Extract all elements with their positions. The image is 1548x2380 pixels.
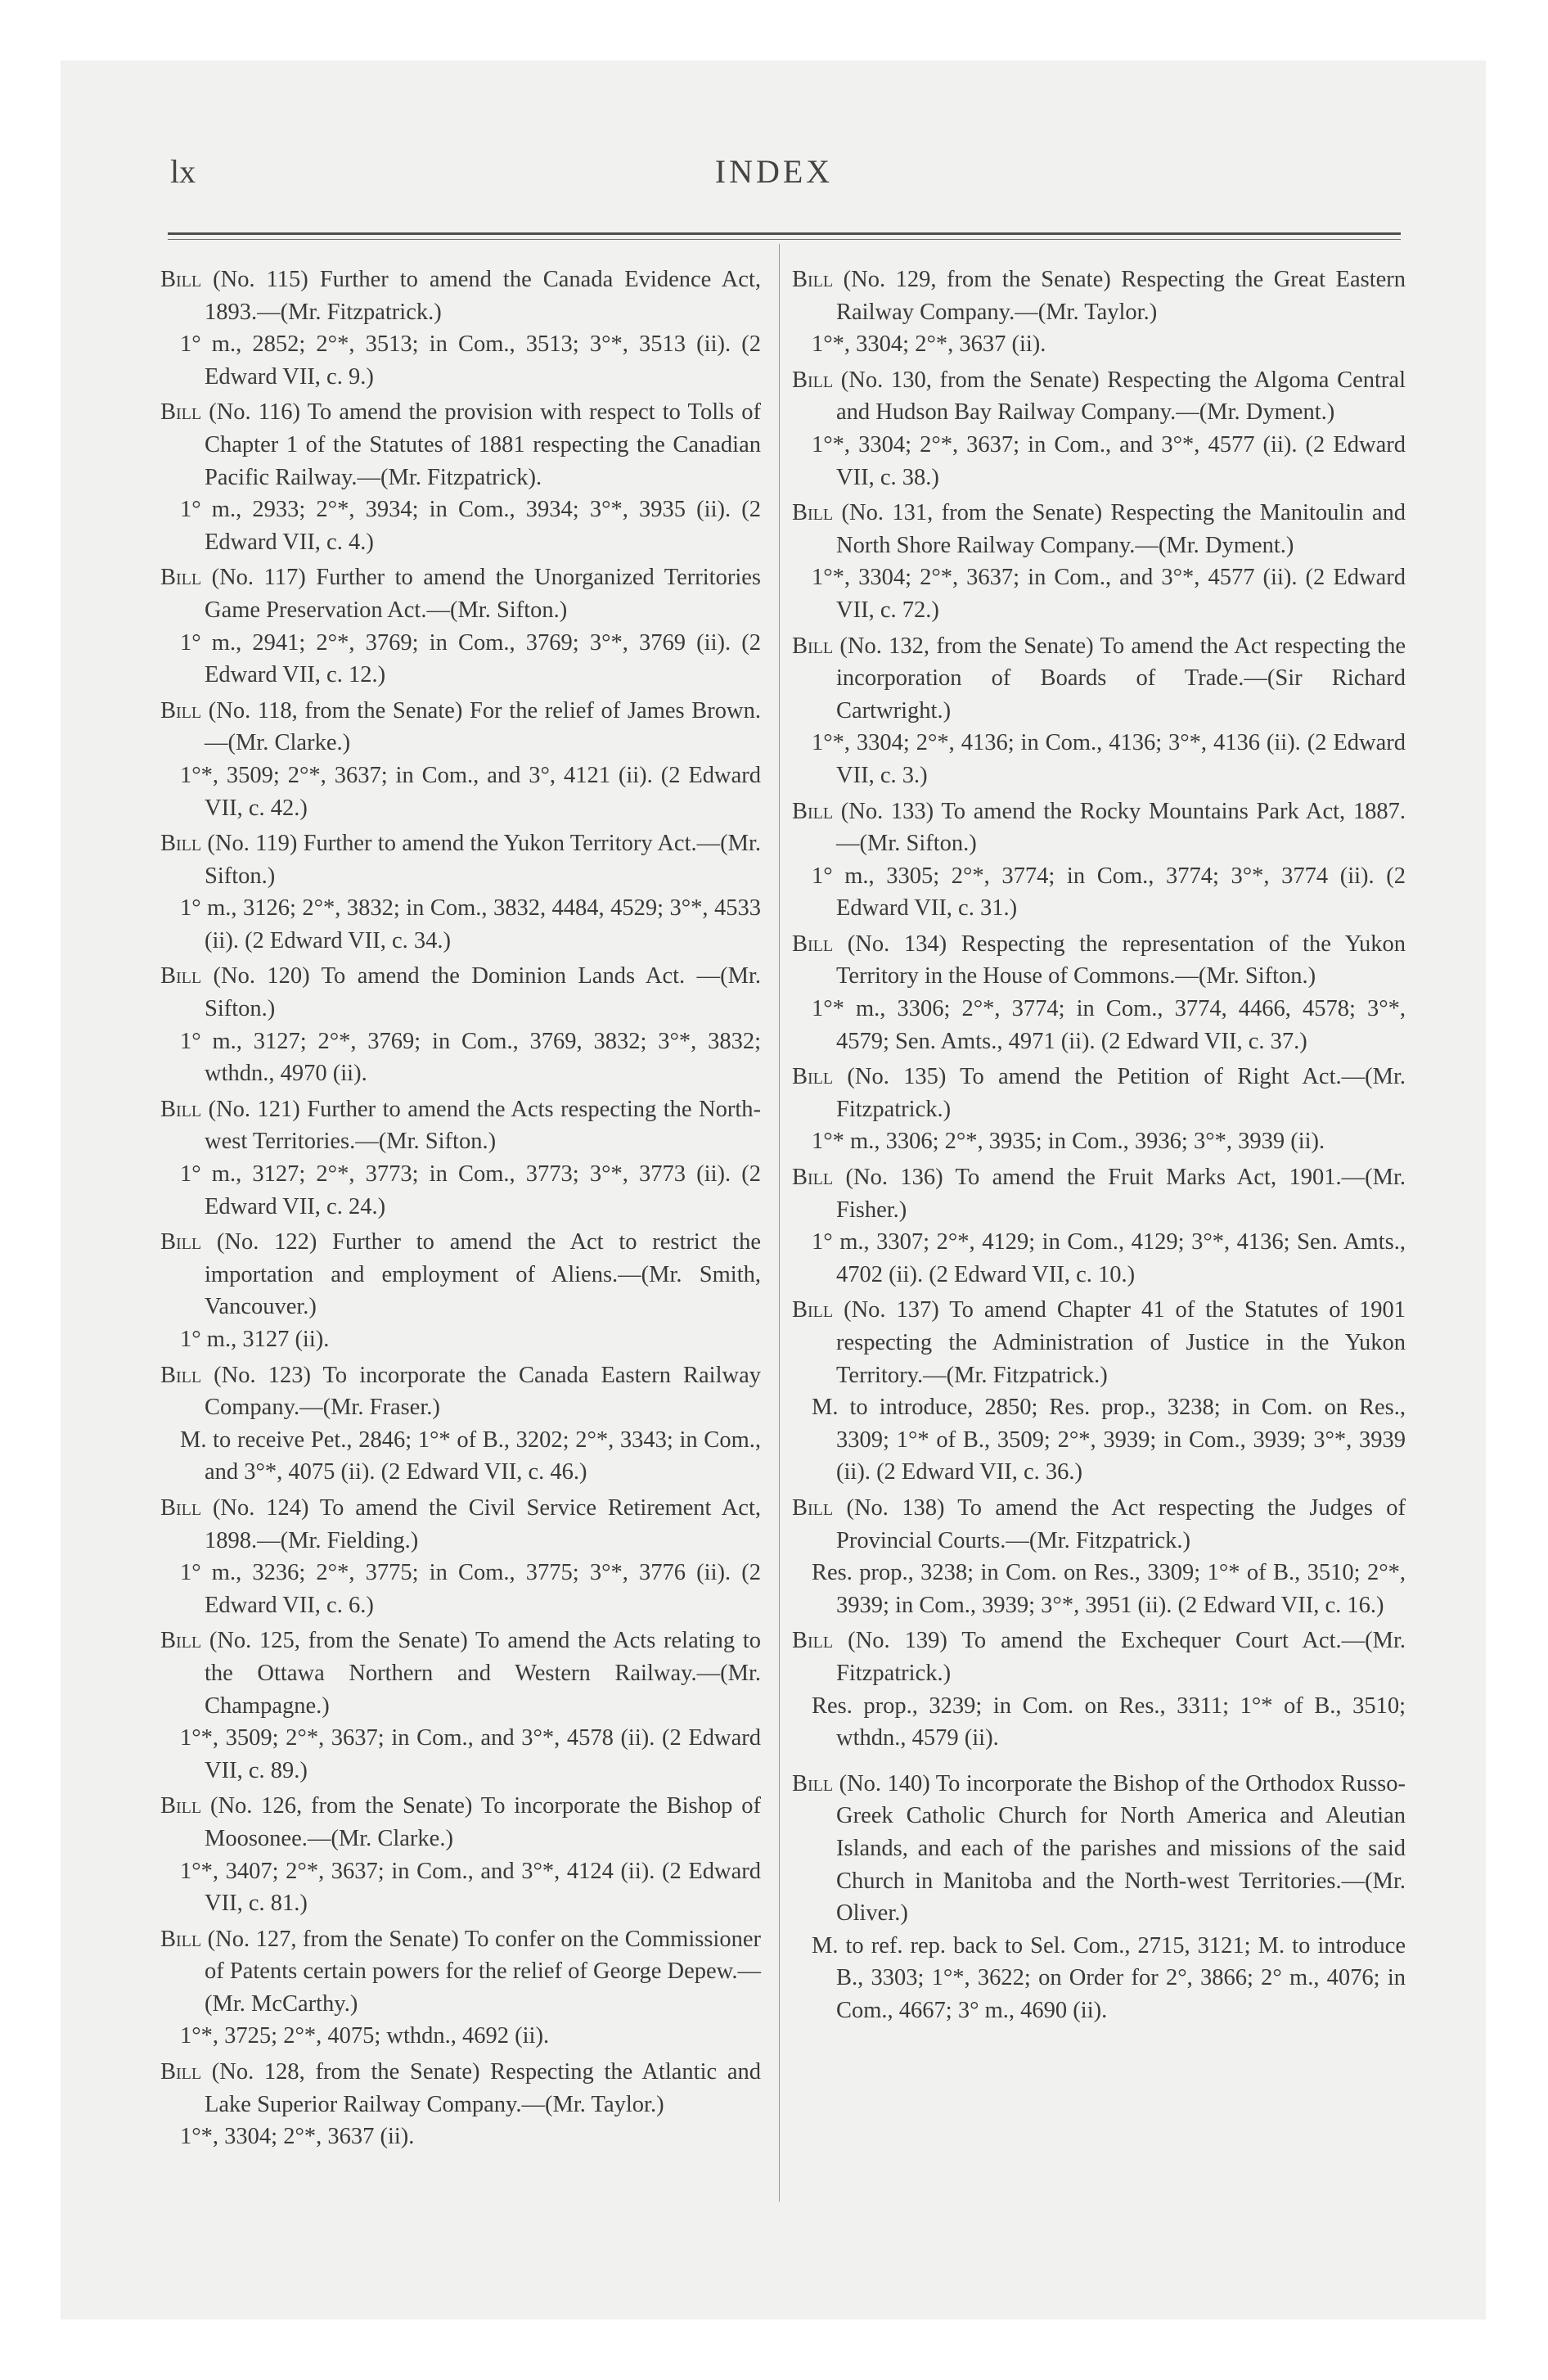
entry-heading bbox=[160, 1359, 761, 1424]
entry-keyword: Bill bbox=[792, 367, 834, 393]
entry-keyword: Bill bbox=[792, 931, 834, 957]
entry-heading bbox=[160, 1492, 761, 1557]
index-entry bbox=[792, 1061, 1406, 1158]
index-entry bbox=[160, 1625, 761, 1787]
entry-title: (No. 134) Respecting the representation of the Yukon Territory in the House of Commons.—(Mr. Sifton.) bbox=[833, 931, 1406, 989]
index-entry bbox=[792, 497, 1406, 626]
entry-heading bbox=[792, 364, 1406, 429]
entry-keyword: Bill bbox=[792, 500, 834, 526]
entry-keyword: Bill bbox=[160, 2059, 202, 2085]
entry-title: (No. 117) Further to amend the Unorganized Territories Game Preservation Act.—(Mr. Sifton.) bbox=[201, 565, 761, 623]
entry-references: 1°*, 3725; 2°*, 4075; wthdn., 4692 (ii). bbox=[180, 2023, 550, 2049]
entry-title: (No. 129, from the Senate) Respecting the Great Eastern Railway Company.—(Mr. Taylor.) bbox=[833, 267, 1406, 325]
entry-title: (No. 130, from the Senate) Respecting the Algoma Central and Hudson Bay Railway Company.—(Mr. Dyment.) bbox=[833, 367, 1406, 426]
entry-references: 1°*, 3304; 2°*, 3637 (ii). bbox=[812, 331, 1046, 358]
entry-title: (No. 127, from the Senate) To confer on the Commissioner of Patents certain powers for the relief of George Depew.—(Mr. McCarthy.) bbox=[201, 1926, 761, 2017]
left-column bbox=[160, 264, 761, 2157]
entry-references: 1°*, 3509; 2°*, 3637; in Com., and 3°*, 4578 (ii). (2 Edward VII, c. 89.) bbox=[180, 1725, 761, 1783]
entry-references: 1°*, 3304; 2°*, 3637 (ii). bbox=[180, 2124, 415, 2150]
entry-title: (No. 128, from the Senate) Respecting the Atlantic and Lake Superior Railway Company.—(Mr. Taylor.) bbox=[201, 2059, 761, 2117]
entry-references: 1°*, 3304; 2°*, 3637; in Com., and 3°*, 4577 (ii). (2 Edward VII, c. 38.) bbox=[812, 431, 1406, 490]
entry-title: (No. 120) To amend the Dominion Lands Act. —(Mr. Sifton.) bbox=[201, 963, 761, 1022]
index-entry bbox=[160, 2056, 761, 2153]
index-entry bbox=[792, 1492, 1406, 1621]
entry-references: 1° m., 3126; 2°*, 3832; in Com., 3832, 4484, 4529; 3°*, 4533 (ii). (2 Edward VII, c. 34.) bbox=[180, 895, 761, 953]
entry-references: 1° m., 3127 (ii). bbox=[180, 1327, 330, 1352]
column-divider bbox=[779, 244, 780, 2202]
entry-keyword: Bill bbox=[792, 1297, 834, 1323]
entry-title: (No. 121) Further to amend the Acts respecting the North-west Territories.—(Mr. Sifton.) bbox=[201, 1096, 761, 1155]
index-entry bbox=[160, 396, 761, 558]
entry-keyword: Bill bbox=[792, 1628, 834, 1654]
entry-references: Res. prop., 3239; in Com. on Res., 3311; 1°* of B., 3510; wthdn., 4579 (ii). bbox=[812, 1693, 1406, 1751]
entry-heading bbox=[792, 1061, 1406, 1125]
index-entry bbox=[160, 695, 761, 824]
entry-title: (No. 125, from the Senate) To amend the Acts relating to the Ottawa Northern and Western Railway.—(Mr. Champagne.) bbox=[201, 1628, 761, 1719]
entry-heading bbox=[160, 827, 761, 892]
entry-keyword: Bill bbox=[160, 267, 202, 292]
entry-title: (No. 119) Further to amend the Yukon Territory Act.—(Mr. Sifton.) bbox=[201, 831, 761, 889]
index-entry bbox=[792, 1294, 1406, 1489]
entry-title: (No. 122) Further to amend the Act to restrict the importation and employment of Aliens.—(Mr. Smith, Vancouver.) bbox=[201, 1229, 761, 1320]
entry-heading bbox=[160, 1226, 761, 1323]
entry-heading bbox=[160, 1625, 761, 1722]
entry-keyword: Bill bbox=[160, 1229, 202, 1255]
entry-heading bbox=[160, 695, 761, 760]
index-entry bbox=[792, 630, 1406, 792]
entry-keyword: Bill bbox=[792, 1064, 834, 1090]
entry-title: (No. 137) To amend Chapter 41 of the Statutes of 1901 respecting the Administration of Justice in the Yukon Territory.—(Mr. Fitzpatrick.) bbox=[833, 1297, 1406, 1388]
index-entry bbox=[160, 561, 761, 691]
index-entry bbox=[160, 1226, 761, 1355]
entry-heading bbox=[160, 561, 761, 626]
entry-title: (No. 123) To incorporate the Canada Eastern Railway Company.—(Mr. Fraser.) bbox=[201, 1362, 761, 1421]
index-entry bbox=[792, 928, 1406, 1057]
entry-heading bbox=[792, 1625, 1406, 1689]
entry-keyword: Bill bbox=[792, 633, 834, 659]
entry-keyword: Bill bbox=[160, 1362, 202, 1388]
right-column bbox=[792, 264, 1406, 2030]
entry-references: 1°*, 3509; 2°*, 3637; in Com., and 3°, 4121 (ii). (2 Edward VII, c. 42.) bbox=[180, 762, 761, 821]
entry-heading bbox=[792, 1294, 1406, 1391]
entry-heading bbox=[792, 928, 1406, 993]
entry-heading bbox=[792, 497, 1406, 561]
entry-heading bbox=[792, 630, 1406, 728]
entry-heading bbox=[160, 2056, 761, 2121]
entry-references: 1° m., 3307; 2°*, 4129; in Com., 4129; 3°*, 4136; Sen. Amts., 4702 (ii). (2 Edward VII, c. 10.) bbox=[812, 1229, 1406, 1287]
entry-keyword: Bill bbox=[792, 1165, 834, 1191]
entry-references: 1°*, 3407; 2°*, 3637; in Com., and 3°*, 4124 (ii). (2 Edward VII, c. 81.) bbox=[180, 1858, 761, 1917]
entry-references: M. to introduce, 2850; Res. prop., 3238; in Com. on Res., 3309; 1°* of B., 3509; 2°*, 3939; in Com., 3939; 3°*, 3939 (ii). (2 Edward VII, c. 36.) bbox=[812, 1395, 1406, 1485]
entry-title: (No. 132, from the Senate) To amend the Act respecting the incorporation of Boards of Trade.—(Sir Richard Cartwright.) bbox=[833, 633, 1406, 723]
entry-references: 1° m., 3236; 2°*, 3775; in Com., 3775; 3°*, 3776 (ii). (2 Edward VII, c. 6.) bbox=[180, 1560, 761, 1618]
index-entry bbox=[160, 1093, 761, 1223]
entry-keyword: Bill bbox=[160, 697, 202, 723]
entry-keyword: Bill bbox=[160, 1494, 202, 1521]
entry-references: 1°* m., 3306; 2°*, 3774; in Com., 3774, 4466, 4578; 3°*, 4579; Sen. Amts., 4971 (ii). (2 Edward VII, c. 37.) bbox=[812, 996, 1406, 1054]
entry-keyword: Bill bbox=[160, 831, 202, 857]
entry-heading bbox=[160, 264, 761, 328]
entry-heading bbox=[792, 1492, 1406, 1557]
entry-heading bbox=[160, 396, 761, 494]
entry-references: M. to ref. rep. back to Sel. Com., 2715, 3121; M. to introduce B., 3303; 1°*, 3622; on Order for 2°, 3866; 2° m., 4076; in Com., 4667; 3° m., 4690 (ii). bbox=[812, 1932, 1406, 2023]
entry-keyword: Bill bbox=[160, 1926, 202, 1952]
index-entry bbox=[792, 364, 1406, 494]
entry-references: M. to receive Pet., 2846; 1°* of B., 3202; 2°*, 3343; in Com., and 3°*, 4075 (ii). (2 Edward VII, c. 46.) bbox=[180, 1427, 761, 1485]
header-rule bbox=[168, 232, 1401, 235]
index-entry bbox=[792, 796, 1406, 925]
index-entry bbox=[160, 827, 761, 957]
entry-heading bbox=[792, 1768, 1406, 1930]
entry-heading bbox=[160, 1923, 761, 2021]
entry-references: 1° m., 2941; 2°*, 3769; in Com., 3769; 3°*, 3769 (ii). (2 Edward VII, c. 12.) bbox=[180, 629, 761, 688]
entry-title: (No. 118, from the Senate) For the relief of James Brown.—(Mr. Clarke.) bbox=[201, 697, 761, 756]
entry-keyword: Bill bbox=[792, 1494, 834, 1521]
index-entry bbox=[160, 1359, 761, 1489]
index-entry bbox=[160, 264, 761, 393]
index-entry bbox=[160, 1923, 761, 2053]
header-rule-thin bbox=[168, 239, 1401, 240]
entry-title: (No. 140) To incorporate the Bishop of the Orthodox Russo-Greek Catholic Church for North America and Aleutian Islands, and each of the parishes and missions of the said Church in Manitoba and the North-west Territories.—(Mr. Oliver.) bbox=[833, 1770, 1406, 1927]
entry-heading bbox=[792, 264, 1406, 328]
entry-references: 1° m., 3127; 2°*, 3769; in Com., 3769, 3832; 3°*, 3832; wthdn., 4970 (ii). bbox=[180, 1028, 761, 1087]
page-title: INDEX bbox=[714, 153, 834, 190]
entry-references: 1°*, 3304; 2°*, 3637; in Com., and 3°*, 4577 (ii). (2 Edward VII, c. 72.) bbox=[812, 565, 1406, 623]
entry-heading bbox=[160, 960, 761, 1025]
index-entry bbox=[792, 1161, 1406, 1291]
entry-title: (No. 115) Further to amend the Canada Evidence Act, 1893.—(Mr. Fitzpatrick.) bbox=[201, 267, 761, 325]
entry-title: (No. 124) To amend the Civil Service Retirement Act, 1898.—(Mr. Fielding.) bbox=[201, 1494, 761, 1553]
entry-keyword: Bill bbox=[160, 1628, 202, 1654]
entry-keyword: Bill bbox=[160, 1793, 202, 1819]
entry-title: (No. 138) To amend the Act respecting the Judges of Provincial Courts.—(Mr. Fitzpatrick.) bbox=[833, 1494, 1406, 1553]
entry-title: (No. 126, from the Senate) To incorporate the Bishop of Moosonee.—(Mr. Clarke.) bbox=[201, 1793, 761, 1851]
entry-heading bbox=[160, 1790, 761, 1855]
entry-title: (No. 131, from the Senate) Respecting the Manitoulin and North Shore Railway Company.—(Mr. Dyment.) bbox=[833, 500, 1406, 558]
entry-references: 1° m., 2933; 2°*, 3934; in Com., 3934; 3°*, 3935 (ii). (2 Edward VII, c. 4.) bbox=[180, 497, 761, 555]
entry-keyword: Bill bbox=[160, 399, 202, 426]
entry-keyword: Bill bbox=[792, 798, 834, 824]
entry-title: (No. 139) To amend the Exchequer Court Act.—(Mr. Fitzpatrick.) bbox=[833, 1628, 1406, 1686]
entry-heading bbox=[792, 796, 1406, 860]
index-entry bbox=[160, 1790, 761, 1919]
entry-title: (No. 116) To amend the provision with respect to Tolls of Chapter 1 of the Statutes of 1881 respecting the Canadian Pacific Railway.—(Mr. Fitzpatrick). bbox=[201, 399, 761, 490]
entry-title: (No. 135) To amend the Petition of Right Act.—(Mr. Fitzpatrick.) bbox=[833, 1064, 1406, 1122]
entry-title: (No. 136) To amend the Fruit Marks Act, 1901.—(Mr. Fisher.) bbox=[833, 1165, 1406, 1223]
entry-references: 1°*, 3304; 2°*, 4136; in Com., 4136; 3°*, 4136 (ii). (2 Edward VII, c. 3.) bbox=[812, 730, 1406, 788]
entry-heading bbox=[792, 1161, 1406, 1226]
entry-heading bbox=[160, 1093, 761, 1158]
entry-references: 1° m., 3127; 2°*, 3773; in Com., 3773; 3°*, 3773 (ii). (2 Edward VII, c. 24.) bbox=[180, 1161, 761, 1219]
entry-references: 1°* m., 3306; 2°*, 3935; in Com., 3936; 3°*, 3939 (ii). bbox=[812, 1129, 1325, 1155]
index-entry bbox=[792, 1768, 1406, 2027]
entry-keyword: Bill bbox=[792, 267, 834, 292]
entry-references: Res. prop., 3238; in Com. on Res., 3309; 1°* of B., 3510; 2°*, 3939; in Com., 3939; 3°*, 3951 (ii). (2 Edward VII, c. 16.) bbox=[812, 1560, 1406, 1618]
entry-keyword: Bill bbox=[160, 1096, 202, 1122]
index-entry bbox=[792, 264, 1406, 361]
index-entry bbox=[792, 1625, 1406, 1754]
page-number: lx bbox=[170, 153, 196, 190]
entry-keyword: Bill bbox=[792, 1770, 834, 1796]
entry-keyword: Bill bbox=[160, 963, 202, 989]
index-entry bbox=[160, 1492, 761, 1621]
entry-references: 1° m., 3305; 2°*, 3774; in Com., 3774; 3°*, 3774 (ii). (2 Edward VII, c. 31.) bbox=[812, 863, 1406, 922]
entry-title: (No. 133) To amend the Rocky Mountains Park Act, 1887.—(Mr. Sifton.) bbox=[833, 798, 1406, 857]
entry-references: 1° m., 2852; 2°*, 3513; in Com., 3513; 3°*, 3513 (ii). (2 Edward VII, c. 9.) bbox=[180, 331, 761, 390]
index-entry bbox=[160, 960, 761, 1089]
entry-keyword: Bill bbox=[160, 565, 202, 591]
